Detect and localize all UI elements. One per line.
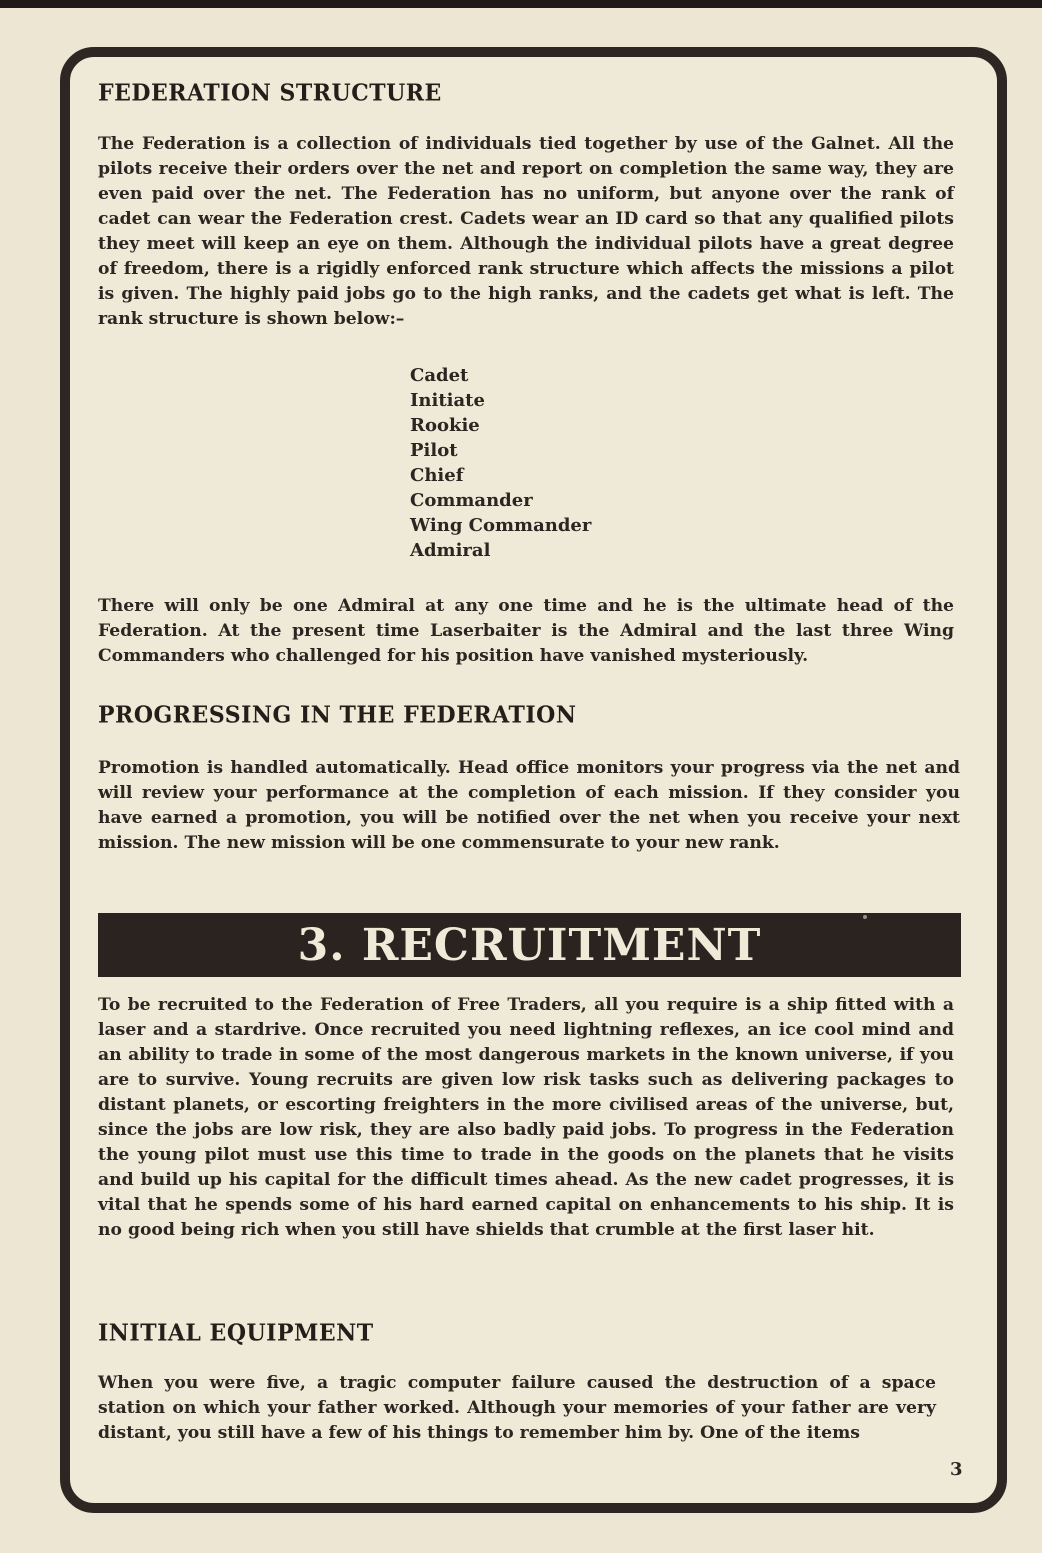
rank-item: Cadet xyxy=(410,365,469,386)
paragraph-initial-equipment: When you were five, a tragic computer failure caused the destruction of a space station on which your father worked. Although your memories of your father are very distant, you still have a few of his things to remember him by. One of the items xyxy=(98,1373,936,1443)
heading-progressing: PROGRESSING IN THE FEDERATION xyxy=(98,701,577,729)
paragraph-recruitment: To be recruited to the Federation of Free Traders, all you require is a ship fitted with a laser and a stardrive. Once recruited you need lightning reflexes, an ice cool mind and an ability to trade in some of the most dangerous markets in the known universe, if you are to survive. Young recruits are given low risk tasks such as delivering packages to distant planets, or escorting freighters in the more civilised areas of the universe, but, since the jobs are low risk, they are also badly paid jobs. To progress in the Federation the young pilot must use this time to trade in the goods on the planets that he visits and build up his capital for the difficult times ahead. As the new cadet progresses, it is vital that he spends some of his hard earned capital on enhancements to his ship. It is no good being rich when you still have shields that crumble at the first laser hit. xyxy=(98,995,954,1240)
top-edge-strip xyxy=(0,0,1042,8)
chapter-title: 3. RECRUITMENT xyxy=(297,919,762,971)
rank-item: Initiate xyxy=(410,390,485,411)
paragraph-federation-structure: The Federation is a collection of individuals tied together by use of the Galnet. All the pilots receive their orders over the net and report on completion the same way, they are even paid over the net. The Federation has no uniform, but anyone over the rank of cadet can wear the Federation crest. Cadets wear an ID card so that any qualified pilots they meet will keep an eye on them. Although the individual pilots have a great degree of freedom, there is a rigidly enforced rank structure which affects the missions a pilot is given. The highly paid jobs go to the high ranks, and the cadets get what is left. The rank structure is shown below:– xyxy=(98,134,954,329)
rank-item: Wing Commander xyxy=(410,515,592,536)
heading-initial-equipment: INITIAL EQUIPMENT xyxy=(98,1319,374,1347)
rank-item: Chief xyxy=(410,465,464,486)
rank-item: Commander xyxy=(410,490,533,511)
print-speck xyxy=(863,915,867,919)
rank-item: Pilot xyxy=(410,440,458,461)
rank-list xyxy=(410,363,591,563)
rank-item: Rookie xyxy=(410,415,480,436)
paragraph-progressing: Promotion is handled automatically. Head office monitors your progress via the net and will review your performance at the completion of each mission. If they consider you have earned a promotion, you will be notified over the net when you receive your next mission. The new mission will be one commensurate to your new rank. xyxy=(98,758,960,853)
page-number: 3 xyxy=(950,1459,963,1480)
chapter-banner xyxy=(98,913,961,977)
rank-item: Admiral xyxy=(410,540,491,561)
heading-federation-structure: FEDERATION STRUCTURE xyxy=(98,79,442,107)
paragraph-admiral: There will only be one Admiral at any one time and he is the ultimate head of the Federation. At the present time Laserbaiter is the Admiral and the last three Wing Commanders who challenged for his position have vanished mysteriously. xyxy=(98,596,954,666)
